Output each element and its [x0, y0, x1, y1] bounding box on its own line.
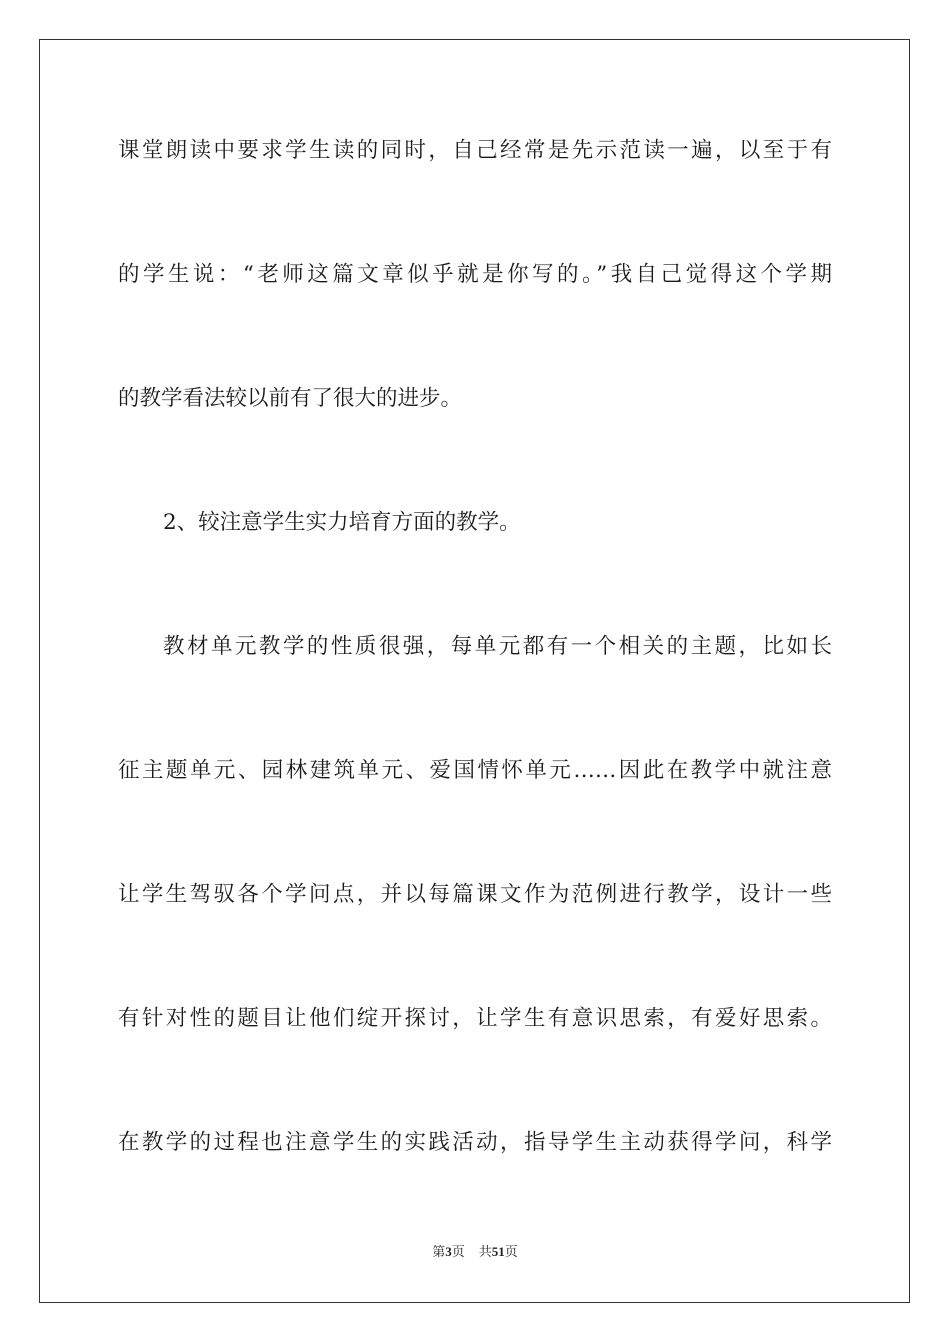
- page-footer: [0, 1243, 950, 1261]
- page-number: 3: [445, 1244, 452, 1259]
- total-suffix: 页: [504, 1244, 518, 1259]
- section-heading-2: 2、较注意学生实力培育方面的教学。: [163, 510, 521, 535]
- paragraph-line-2: 的学生说：“老师这篇文章似乎就是你写的。”我自己觉得这个学期: [118, 262, 832, 287]
- paragraph-line-4: 教材单元教学的性质很强，每单元都有一个相关的主题，比如长: [163, 634, 832, 659]
- paragraph-line-8: 在教学的过程也注意学生的实践活动，指导学生主动获得学问，科学: [118, 1130, 832, 1155]
- paragraph-line-7: 有针对性的题目让他们绽开探讨，让学生有意识思索，有爱好思索。: [118, 1006, 832, 1031]
- paragraph-line-6: 让学生驾驭各个学问点，并以每篇课文作为范例进行教学，设计一些: [118, 882, 832, 907]
- paragraph-line-1: 课堂朗读中要求学生读的同时，自己经常是先示范读一遍，以至于有: [118, 138, 832, 163]
- page-suffix: 页: [451, 1244, 465, 1259]
- paragraph-line-5: 征主题单元、园林建筑单元、爱国情怀单元……因此在教学中就注意: [118, 758, 832, 783]
- page-border: [39, 39, 910, 1303]
- page-prefix: 第: [432, 1244, 446, 1259]
- paragraph-line-3: 的教学看法较以前有了很大的进步。: [118, 386, 463, 411]
- total-prefix: 共: [478, 1244, 492, 1259]
- total-pages: 51: [491, 1244, 505, 1259]
